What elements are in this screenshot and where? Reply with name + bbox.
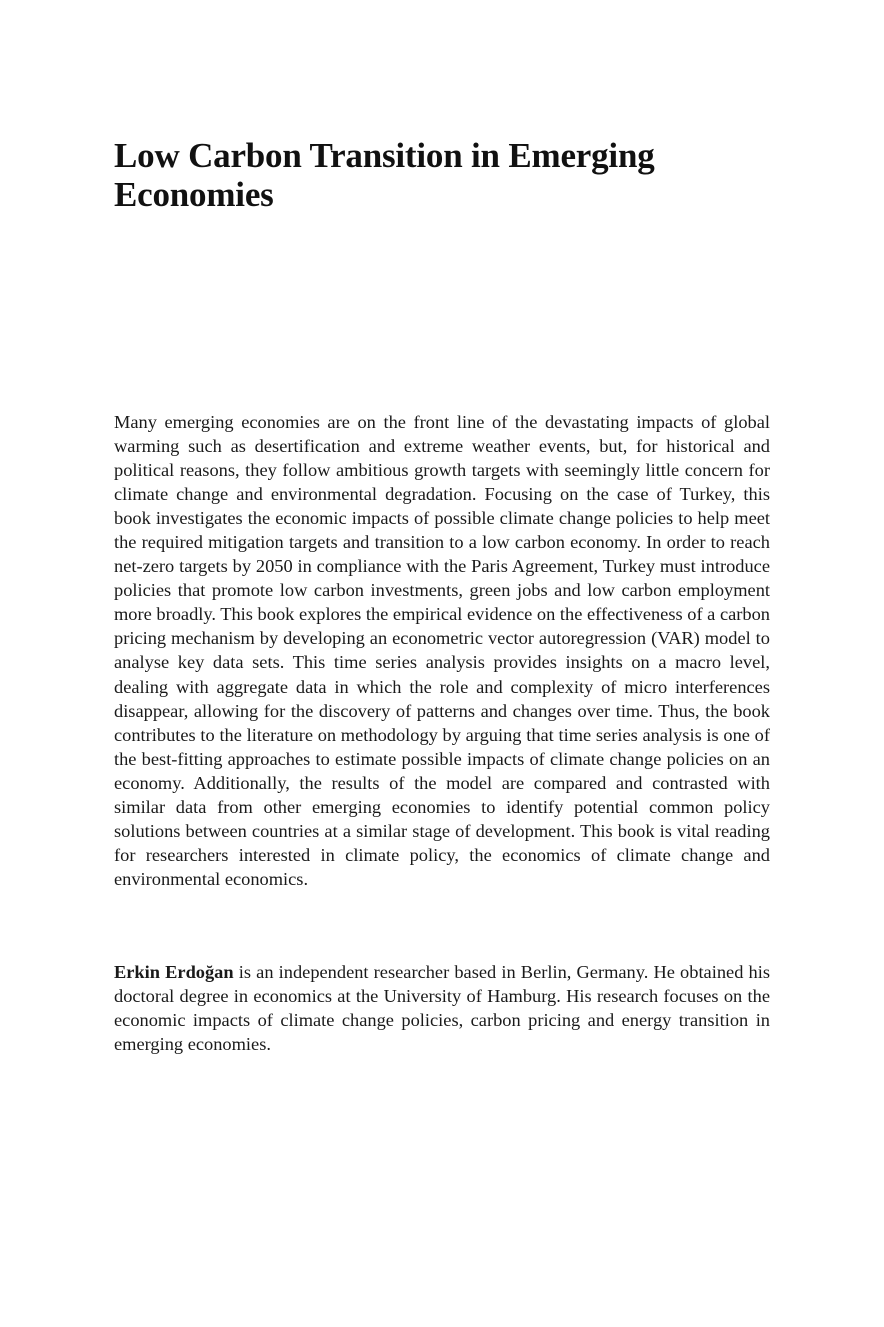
author-bio-text: is an independent researcher based in Berlin, Germany. He obtained his doctoral degree in economics at the University of Hamburg. His research focuses on the economic impacts of climate change policies, carbon pricing and energy transition in emerging economies.	[114, 962, 770, 1055]
book-title: Low Carbon Transition in Emerging Economies	[114, 136, 655, 214]
book-description: Many emerging economies are on the front line of the devastating impacts of global warming such as desertification and extreme weather events, but, for historical and political reasons, they follow ambitious growth targets with seemingly little concern for climate change and environmental degradation. Focusing on the case of Turkey, this book investigates the economic impacts of possible climate change policies to help meet the required mitigation targets and transition to a low carbon economy. In order to reach net-zero targets by 2050 in compliance with the Paris Agreement, Turkey must introduce policies that promote low carbon investments, green jobs and low carbon employment more broadly. This book explores the empirical evidence on the effectiveness of a carbon pricing mechanism by developing an econometric vector autoregression (VAR) model to analyse key data sets. This time series analysis provides insights on a macro level, dealing with aggregate data in which the role and complexity of micro interferences disappear, allowing for the discovery of patterns and changes over time. Thus, the book contributes to the literature on methodology by arguing that time series analysis is one of the best-fitting approaches to estimate possible impacts of climate change policies on an economy. Additionally, the results of the model are compared and contrasted with similar data from other emerging economies to identify potential common policy solutions between countries at a similar stage of development. This book is vital reading for researchers interested in climate policy, the economics of climate change and environmental economics.	[114, 412, 770, 889]
author-bio	[114, 960, 770, 1056]
author-name: Erkin Erdoğan	[114, 962, 234, 982]
